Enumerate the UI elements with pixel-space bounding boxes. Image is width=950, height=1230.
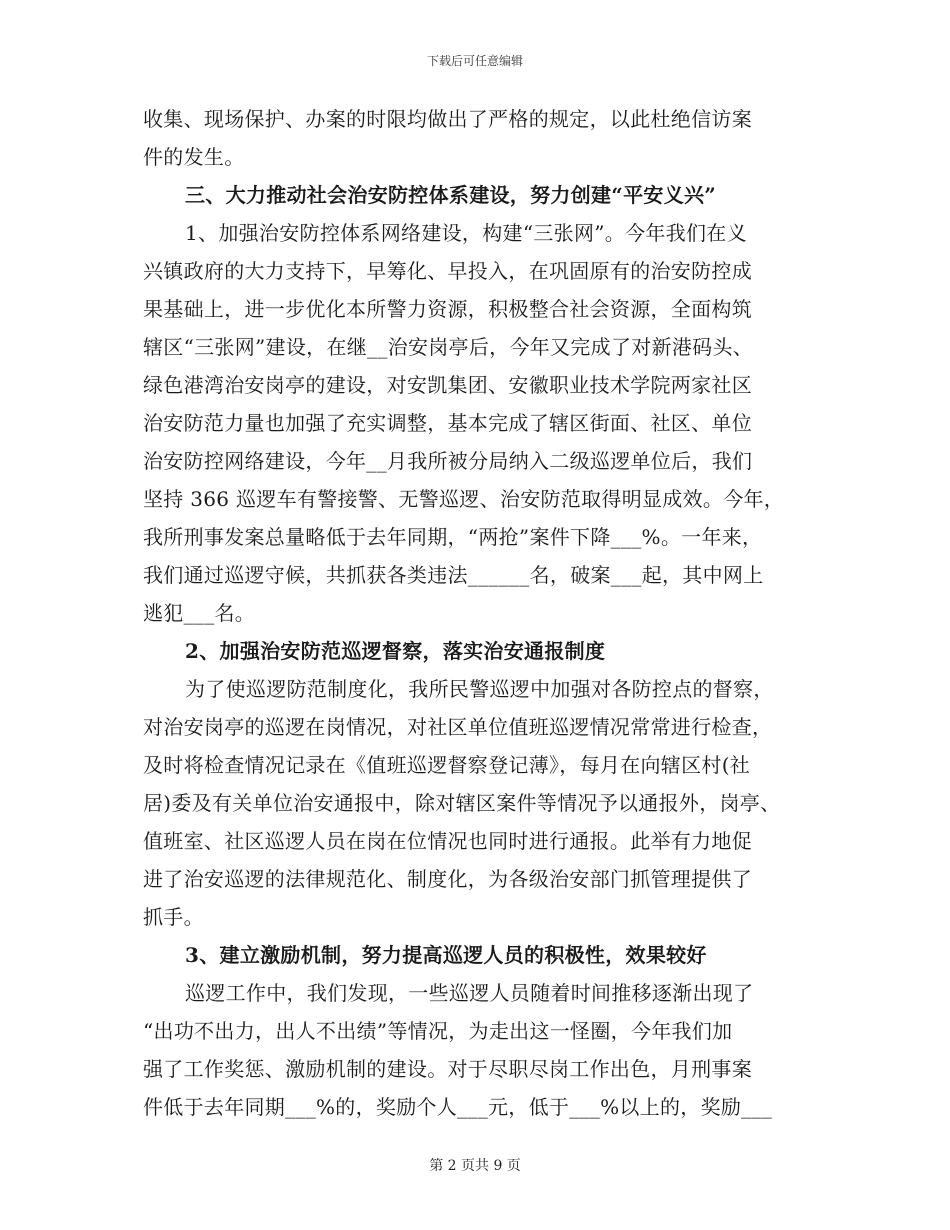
- document-body: [143, 100, 803, 1126]
- body-text-line: 坚持 366 巡逻车有警接警、无警巡逻、治安防范取得明显成效。今年，: [143, 487, 785, 511]
- body-text-line: 对治安岗亭的巡逻在岗情况，对社区单位值班巡逻情况常常进行检查，: [143, 715, 773, 739]
- body-text-line: 为了使巡逻防范制度化，我所民警巡逻中加强对各防控点的督察，: [185, 677, 774, 701]
- body-text-line: 件的发生。: [143, 145, 245, 169]
- body-text-line: 绿色港湾治安岗亭的建设，对安凯集团、安徽职业技术学院两家社区: [143, 373, 752, 397]
- body-text-line: 件低于去年同期___%的，奖励个人___元，低于___%以上的，奖励___: [143, 1095, 773, 1119]
- section-heading-line: 三、大力推动社会治安防控体系建设，努力创建“平安义兴”: [185, 183, 717, 207]
- body-text-line: 逃犯___名。: [143, 601, 256, 625]
- body-text-line: 居)委及有关单位治安通报中，除对辖区案件等情况予以通报外，岗亭、: [143, 791, 781, 815]
- section-heading-line: 3、建立激励机制，努力提高巡逻人员的积极性，效果较好: [185, 943, 707, 967]
- page-footer: 第 2 页共 9 页: [429, 1158, 521, 1174]
- section-heading-line: 2、加强治安防范巡逻督察，落实治安通报制度: [185, 639, 606, 663]
- body-text-line: 辖区“三张网”建设，在继__治安岗亭后，今年又完成了对新港码头、: [143, 335, 754, 359]
- body-text-line: 进了治安巡逻的法律规范化、制度化，为各级治安部门抓管理提供了: [143, 867, 752, 891]
- body-text-line: 值班室、社区巡逻人员在岗在位情况也同时进行通报。此举有力地促: [143, 829, 752, 853]
- body-text-line: 治安防范力量也加强了充实调整，基本完成了辖区街面、社区、单位: [143, 411, 752, 435]
- body-text-line: 巡逻工作中，我们发现，一些巡逻人员随着时间推移逐渐出现了: [185, 981, 754, 1005]
- body-text-line: 抓手。: [143, 905, 204, 929]
- body-text-line: 我所刑事发案总量略低于去年同期，“两抢”案件下降___%。一年来，: [143, 525, 763, 549]
- body-text-line: 收集、现场保护、办案的时限均做出了严格的规定，以此杜绝信访案: [143, 107, 752, 131]
- body-text-line: 1、加强治安防控体系网络建设，构建“三张网”。今年我们在义: [185, 221, 747, 245]
- body-text-line: 我们通过巡逻守候，共抓获各类违法______名，破案___起，其中网上: [143, 563, 764, 587]
- body-text-line: 治安防控网络建设，今年__月我所被分局纳入二级巡逻单位后，我们: [143, 449, 753, 473]
- body-text-line: 果基础上，进一步优化本所警力资源，积极整合社会资源，全面构筑: [143, 297, 752, 321]
- body-text-line: 及时将检查情况记录在《值班巡逻督察登记薄》，每月在向辖区村(社: [143, 753, 751, 777]
- body-text-line: “出功不出力，出人不出绩”等情况，为走出这一怪圈，今年我们加: [143, 1019, 733, 1043]
- body-text-line: 兴镇政府的大力支持下，早筹化、早投入，在巩固原有的治安防控成: [143, 259, 752, 283]
- page-header: 下载后可任意编辑: [426, 54, 523, 68]
- body-text-line: 强了工作奖惩、激励机制的建设。对于尽职尽岗工作出色，月刑事案: [143, 1057, 752, 1081]
